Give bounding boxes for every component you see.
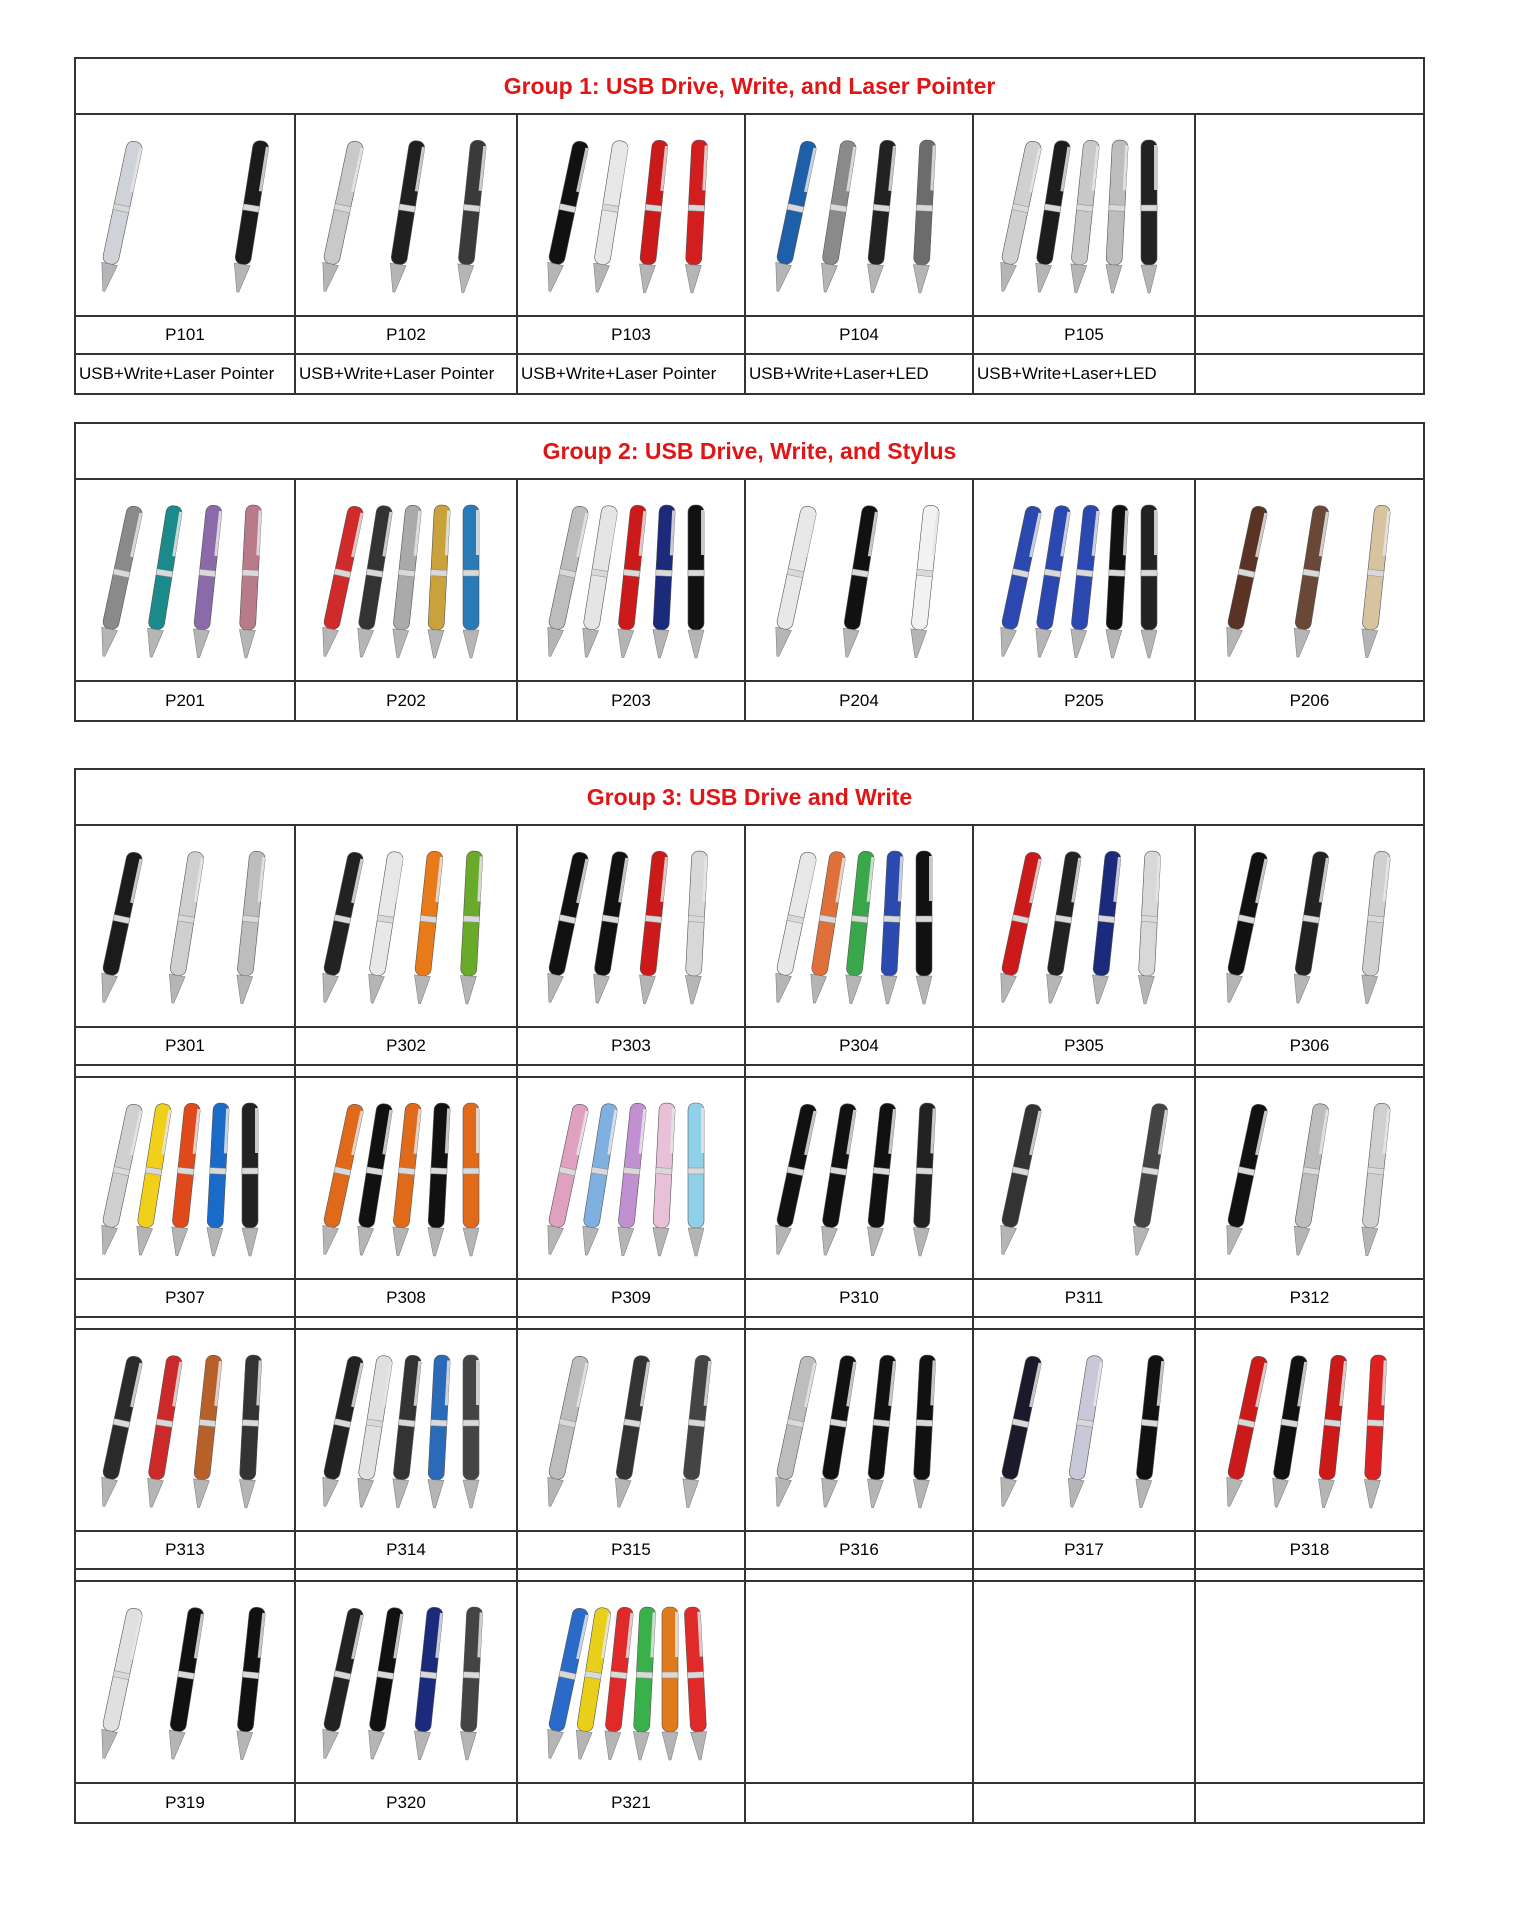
- pen-icon: [169, 1103, 201, 1257]
- product-code: P305: [974, 1028, 1196, 1066]
- pen-icon: [143, 1355, 183, 1509]
- pen-icon: [143, 505, 183, 659]
- product-image-cell: [746, 1330, 974, 1532]
- group-3-code-row-2: [76, 1280, 1423, 1318]
- pen-icon: [542, 505, 589, 658]
- pen-icon: [688, 1103, 704, 1256]
- product-code: P101: [76, 317, 296, 355]
- group-1-table: [74, 57, 1425, 395]
- product-image-cell: [974, 480, 1196, 682]
- pen-icon: [234, 851, 266, 1005]
- pen-icon: [1358, 1103, 1390, 1257]
- product-image-cell: [746, 115, 974, 317]
- pen-product-image: [90, 125, 280, 305]
- empty-cell: [1196, 1784, 1423, 1822]
- empty-cell: [746, 1784, 974, 1822]
- pen-icon: [879, 851, 903, 1005]
- product-image-cell: [518, 1078, 746, 1280]
- pen-product-image: [90, 1340, 280, 1520]
- product-code: P314: [296, 1532, 518, 1570]
- empty-cell: [1196, 355, 1423, 393]
- pen-icon: [651, 505, 675, 659]
- product-code: P313: [76, 1532, 296, 1570]
- pen-icon: [426, 505, 450, 659]
- product-image-cell: [746, 826, 974, 1028]
- group-1-desc-row: [76, 355, 1423, 393]
- pen-icon: [463, 1355, 479, 1508]
- empty-cell: [1196, 1582, 1423, 1784]
- pen-product-image: [311, 1592, 501, 1772]
- product-image-cell: [76, 115, 296, 317]
- pen-icon: [386, 140, 426, 294]
- pen-icon: [1220, 1355, 1267, 1508]
- row-spacer: [76, 1570, 1423, 1582]
- pen-icon: [317, 140, 364, 293]
- pen-icon: [191, 505, 223, 659]
- pen-icon: [680, 1355, 712, 1509]
- pen-icon: [165, 851, 205, 1005]
- pen-icon: [637, 851, 669, 1005]
- row-spacer: [76, 1066, 1423, 1078]
- product-code: P203: [518, 682, 746, 720]
- pen-icon: [615, 505, 647, 659]
- pen-product-image: [536, 1592, 726, 1772]
- pen-icon: [390, 1103, 422, 1257]
- product-image-cell: [296, 1582, 518, 1784]
- pen-product-image: [536, 1088, 726, 1268]
- pen-icon: [1068, 140, 1100, 294]
- row-spacer: [76, 1318, 1423, 1330]
- product-image-cell: [974, 826, 1196, 1028]
- product-image-cell: [76, 480, 296, 682]
- product-image-cell: [296, 1078, 518, 1280]
- product-description: USB+Write+Laser+LED: [974, 355, 1196, 393]
- pen-icon: [995, 505, 1042, 658]
- pen-icon: [542, 1355, 589, 1508]
- product-code: P321: [518, 1784, 746, 1822]
- pen-icon: [459, 851, 483, 1005]
- pen-product-image: [536, 490, 726, 670]
- product-image-cell: [746, 1078, 974, 1280]
- empty-cell: [974, 1784, 1196, 1822]
- product-code: P205: [974, 682, 1196, 720]
- group-2-table: [74, 422, 1425, 722]
- product-image-cell: [296, 115, 518, 317]
- pen-icon: [96, 140, 143, 293]
- pen-icon: [542, 140, 589, 293]
- empty-cell: [974, 1582, 1196, 1784]
- pen-icon: [1129, 1103, 1169, 1257]
- pen-product-image: [311, 836, 501, 1016]
- pen-icon: [912, 140, 936, 294]
- group-3-table: [74, 768, 1425, 1824]
- product-code: P312: [1196, 1280, 1423, 1318]
- pen-icon: [817, 1103, 857, 1257]
- product-code: P104: [746, 317, 974, 355]
- pen-icon: [205, 1103, 229, 1257]
- pen-product-image: [90, 490, 280, 670]
- product-code: P320: [296, 1784, 518, 1822]
- pen-icon: [1268, 1355, 1308, 1509]
- product-code: P309: [518, 1280, 746, 1318]
- pen-product-image: [536, 1340, 726, 1520]
- pen-icon: [632, 1607, 656, 1761]
- product-code: P201: [76, 682, 296, 720]
- pen-icon: [995, 1355, 1042, 1508]
- pen-icon: [688, 505, 704, 658]
- pen-icon: [611, 1355, 651, 1509]
- pen-product-image: [989, 125, 1179, 305]
- pen-icon: [317, 1103, 364, 1256]
- pen-product-image: [989, 490, 1179, 670]
- pen-product-image: [536, 836, 726, 1016]
- group-3-image-row-1: [76, 826, 1423, 1028]
- product-image-cell: [76, 1582, 296, 1784]
- pen-icon: [317, 505, 364, 658]
- product-image-cell: [518, 115, 746, 317]
- pen-icon: [995, 851, 1042, 1004]
- pen-icon: [390, 1355, 422, 1509]
- pen-icon: [317, 1355, 364, 1508]
- pen-icon: [770, 1103, 817, 1256]
- product-code: P304: [746, 1028, 974, 1066]
- group-3-code-row-3: [76, 1532, 1423, 1570]
- product-code: P317: [974, 1532, 1196, 1570]
- pen-icon: [463, 1103, 479, 1256]
- pen-product-image: [311, 1340, 501, 1520]
- product-code: P303: [518, 1028, 746, 1066]
- pen-icon: [317, 1607, 364, 1760]
- product-image-cell: [1196, 1078, 1423, 1280]
- group-3-code-row-1: [76, 1028, 1423, 1066]
- pen-icon: [364, 1607, 404, 1761]
- pen-product-image: [311, 490, 501, 670]
- pen-product-image: [536, 125, 726, 305]
- pen-icon: [770, 505, 817, 658]
- product-image-cell: [76, 1330, 296, 1532]
- pen-icon: [542, 1103, 589, 1256]
- pen-product-image: [311, 1088, 501, 1268]
- pen-icon: [238, 1355, 262, 1509]
- product-image-cell: [746, 480, 974, 682]
- product-image-cell: [974, 1078, 1196, 1280]
- pen-icon: [165, 1607, 205, 1761]
- pen-icon: [463, 505, 479, 658]
- product-code: P204: [746, 682, 974, 720]
- product-image-cell: [1196, 480, 1423, 682]
- product-code: P306: [1196, 1028, 1423, 1066]
- group-3-title: Group 3: USB Drive and Write: [76, 770, 1423, 826]
- group-3-image-row-2: [76, 1078, 1423, 1280]
- pen-icon: [912, 1355, 936, 1509]
- pen-product-image: [989, 1340, 1179, 1520]
- pen-icon: [684, 851, 708, 1005]
- pen-icon: [770, 851, 817, 1004]
- pen-icon: [234, 1607, 266, 1761]
- product-code: P202: [296, 682, 518, 720]
- product-code: P308: [296, 1280, 518, 1318]
- pen-icon: [238, 505, 262, 659]
- product-image-cell: [296, 480, 518, 682]
- pen-icon: [1358, 851, 1390, 1005]
- pen-icon: [1220, 851, 1267, 1004]
- pen-icon: [662, 1607, 678, 1760]
- pen-icon: [1133, 1355, 1165, 1509]
- pen-icon: [1141, 140, 1157, 293]
- product-image-cell: [1196, 1330, 1423, 1532]
- pen-icon: [96, 1103, 143, 1256]
- pen-icon: [1362, 1355, 1386, 1509]
- empty-cell: [1196, 317, 1423, 355]
- pen-product-image: [764, 490, 954, 670]
- group-1-code-row: [76, 317, 1423, 355]
- pen-icon: [1358, 505, 1390, 659]
- pen-icon: [1104, 140, 1128, 294]
- pen-product-image: [311, 125, 501, 305]
- pen-icon: [1220, 1103, 1267, 1256]
- product-code: P302: [296, 1028, 518, 1066]
- pen-icon: [390, 505, 422, 659]
- pen-icon: [770, 1355, 817, 1508]
- pen-icon: [637, 140, 669, 294]
- pen-icon: [96, 505, 143, 658]
- product-image-cell: [296, 1330, 518, 1532]
- pen-icon: [96, 1607, 143, 1760]
- product-image-cell: [518, 1582, 746, 1784]
- product-code: P315: [518, 1532, 746, 1570]
- pen-icon: [817, 140, 857, 294]
- product-image-cell: [1196, 826, 1423, 1028]
- group-2-image-row: [76, 480, 1423, 682]
- product-description: USB+Write+Laser Pointer: [518, 355, 746, 393]
- product-image-cell: [518, 1330, 746, 1532]
- product-code: P316: [746, 1532, 974, 1570]
- pen-icon: [843, 851, 875, 1005]
- pen-icon: [426, 1103, 450, 1257]
- pen-icon: [1064, 1355, 1104, 1509]
- pen-product-image: [90, 1088, 280, 1268]
- pen-product-image: [1215, 836, 1405, 1016]
- pen-icon: [1220, 505, 1267, 658]
- pen-icon: [412, 851, 444, 1005]
- group-3-code-row-4: [76, 1784, 1423, 1822]
- pen-icon: [908, 505, 940, 659]
- group-2-title: Group 2: USB Drive, Write, and Stylus: [76, 424, 1423, 480]
- pen-icon: [684, 1607, 708, 1761]
- product-code: P307: [76, 1280, 296, 1318]
- product-code: P319: [76, 1784, 296, 1822]
- pen-product-image: [1215, 1088, 1405, 1268]
- pen-icon: [1090, 851, 1122, 1005]
- pen-icon: [1289, 1103, 1329, 1257]
- pen-icon: [912, 1103, 936, 1257]
- pen-icon: [615, 1103, 647, 1257]
- pen-icon: [865, 1355, 897, 1509]
- pen-icon: [589, 140, 629, 294]
- pen-icon: [684, 140, 708, 294]
- pen-product-image: [989, 1088, 1179, 1268]
- pen-icon: [96, 1355, 143, 1508]
- pen-icon: [589, 851, 629, 1005]
- group-3-image-row-3: [76, 1330, 1423, 1532]
- pen-icon: [242, 1103, 258, 1256]
- group-1-image-row: [76, 115, 1423, 317]
- product-description: USB+Write+Laser Pointer: [296, 355, 518, 393]
- product-code: P102: [296, 317, 518, 355]
- pen-product-image: [764, 125, 954, 305]
- product-code: P301: [76, 1028, 296, 1066]
- product-image-cell: [518, 826, 746, 1028]
- product-code: P318: [1196, 1532, 1423, 1570]
- pen-icon: [1141, 505, 1157, 658]
- product-image-cell: [296, 826, 518, 1028]
- pen-product-image: [90, 836, 280, 1016]
- product-image-cell: [76, 826, 296, 1028]
- pen-product-image: [764, 1088, 954, 1268]
- group-1-title: Group 1: USB Drive, Write, and Laser Pointer: [76, 59, 1423, 115]
- pen-icon: [426, 1355, 450, 1509]
- pen-product-image: [764, 1340, 954, 1520]
- product-image-cell: [974, 115, 1196, 317]
- empty-cell: [1196, 115, 1423, 317]
- pen-icon: [1068, 505, 1100, 659]
- product-image-cell: [518, 480, 746, 682]
- product-description: USB+Write+Laser+LED: [746, 355, 974, 393]
- pen-icon: [1104, 505, 1128, 659]
- pen-icon: [459, 1607, 483, 1761]
- group-2-code-row: [76, 682, 1423, 720]
- pen-icon: [1042, 851, 1082, 1005]
- pen-icon: [839, 505, 879, 659]
- pen-product-image: [1215, 490, 1405, 670]
- pen-icon: [865, 140, 897, 294]
- product-code: P310: [746, 1280, 974, 1318]
- pen-icon: [651, 1103, 675, 1257]
- product-image-cell: [974, 1330, 1196, 1532]
- pen-icon: [865, 1103, 897, 1257]
- empty-cell: [746, 1582, 974, 1784]
- product-image-cell: [76, 1078, 296, 1280]
- pen-icon: [542, 851, 589, 1004]
- pen-product-image: [90, 1592, 280, 1772]
- pen-product-image: [764, 836, 954, 1016]
- product-code: P206: [1289, 691, 1330, 710]
- pen-icon: [995, 1103, 1042, 1256]
- pen-icon: [317, 851, 364, 1004]
- pen-icon: [817, 1355, 857, 1509]
- product-code: P103: [518, 317, 746, 355]
- pen-icon: [412, 1607, 444, 1761]
- pen-icon: [1289, 505, 1329, 659]
- product-code: P311: [974, 1280, 1196, 1318]
- pen-icon: [191, 1355, 223, 1509]
- pen-icon: [916, 851, 932, 1004]
- pen-icon: [1315, 1355, 1347, 1509]
- pen-product-image: [989, 836, 1179, 1016]
- pen-icon: [1137, 851, 1161, 1005]
- pen-icon: [96, 851, 143, 1004]
- pen-product-image: [1215, 1340, 1405, 1520]
- pen-icon: [230, 140, 270, 294]
- pen-icon: [1289, 851, 1329, 1005]
- group-3-image-row-4: [76, 1582, 1423, 1784]
- pen-icon: [364, 851, 404, 1005]
- product-description: USB+Write+Laser Pointer: [76, 355, 296, 393]
- pen-icon: [995, 140, 1042, 293]
- pen-icon: [455, 140, 487, 294]
- pen-icon: [770, 140, 817, 293]
- product-code: P105: [974, 317, 1196, 355]
